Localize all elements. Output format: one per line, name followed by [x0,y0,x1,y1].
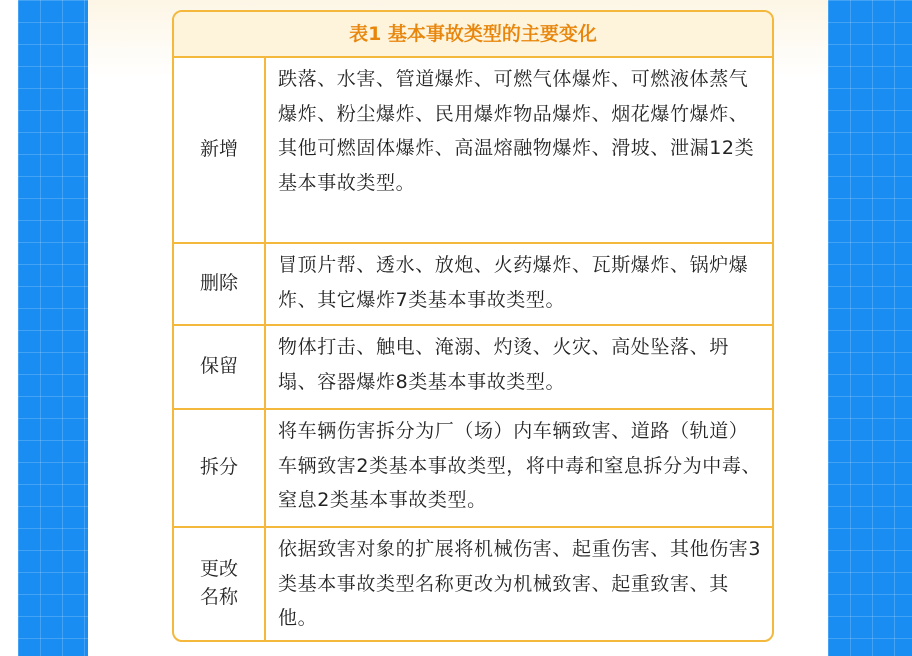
left-margin [0,0,18,656]
right-decorative-band [828,0,912,656]
accident-types-table [172,10,774,642]
table-row [174,528,772,640]
row-category: 拆分 [174,410,266,526]
row-description: 将车辆伤害拆分为厂（场）内车辆致害、道路（轨道）车辆致害2类基本事故类型，将中毒和窒息拆分为中毒、窒息2类基本事故类型。 [278,420,762,511]
row-description: 物体打击、触电、淹溺、灼烫、火灾、高处坠落、坍塌、容器爆炸8类基本事故类型。 [278,336,729,393]
table-row [174,410,772,528]
row-category [174,528,266,640]
row-category-line: 名称 [199,586,238,608]
row-description: 跌落、水害、管道爆炸、可燃气体爆炸、可燃液体蒸气爆炸、粉尘爆炸、民用爆炸物品爆炸、烟花爆竹爆炸、其他可燃固体爆炸、高温熔融物爆炸、滑坡、泄漏12类基本事故类型。 [278,68,755,194]
row-category: 新增 [174,58,266,242]
row-category: 删除 [174,244,266,324]
table-row [174,326,772,410]
row-category-line: 更改 [199,558,238,581]
row-category: 保留 [174,326,266,408]
row-description: 冒顶片帮、透水、放炮、火药爆炸、瓦斯爆炸、锅炉爆炸、其它爆炸7类基本事故类型。 [278,254,749,311]
table-row [174,58,772,244]
row-description: 依据致害对象的扩展将机械伤害、起重伤害、其他伤害3类基本事故类型名称更改为机械致害、起重致害、其他。 [278,538,762,629]
table-title: 表1 基本事故类型的主要变化 [174,12,772,58]
left-decorative-band [18,0,88,656]
table-row [174,244,772,326]
